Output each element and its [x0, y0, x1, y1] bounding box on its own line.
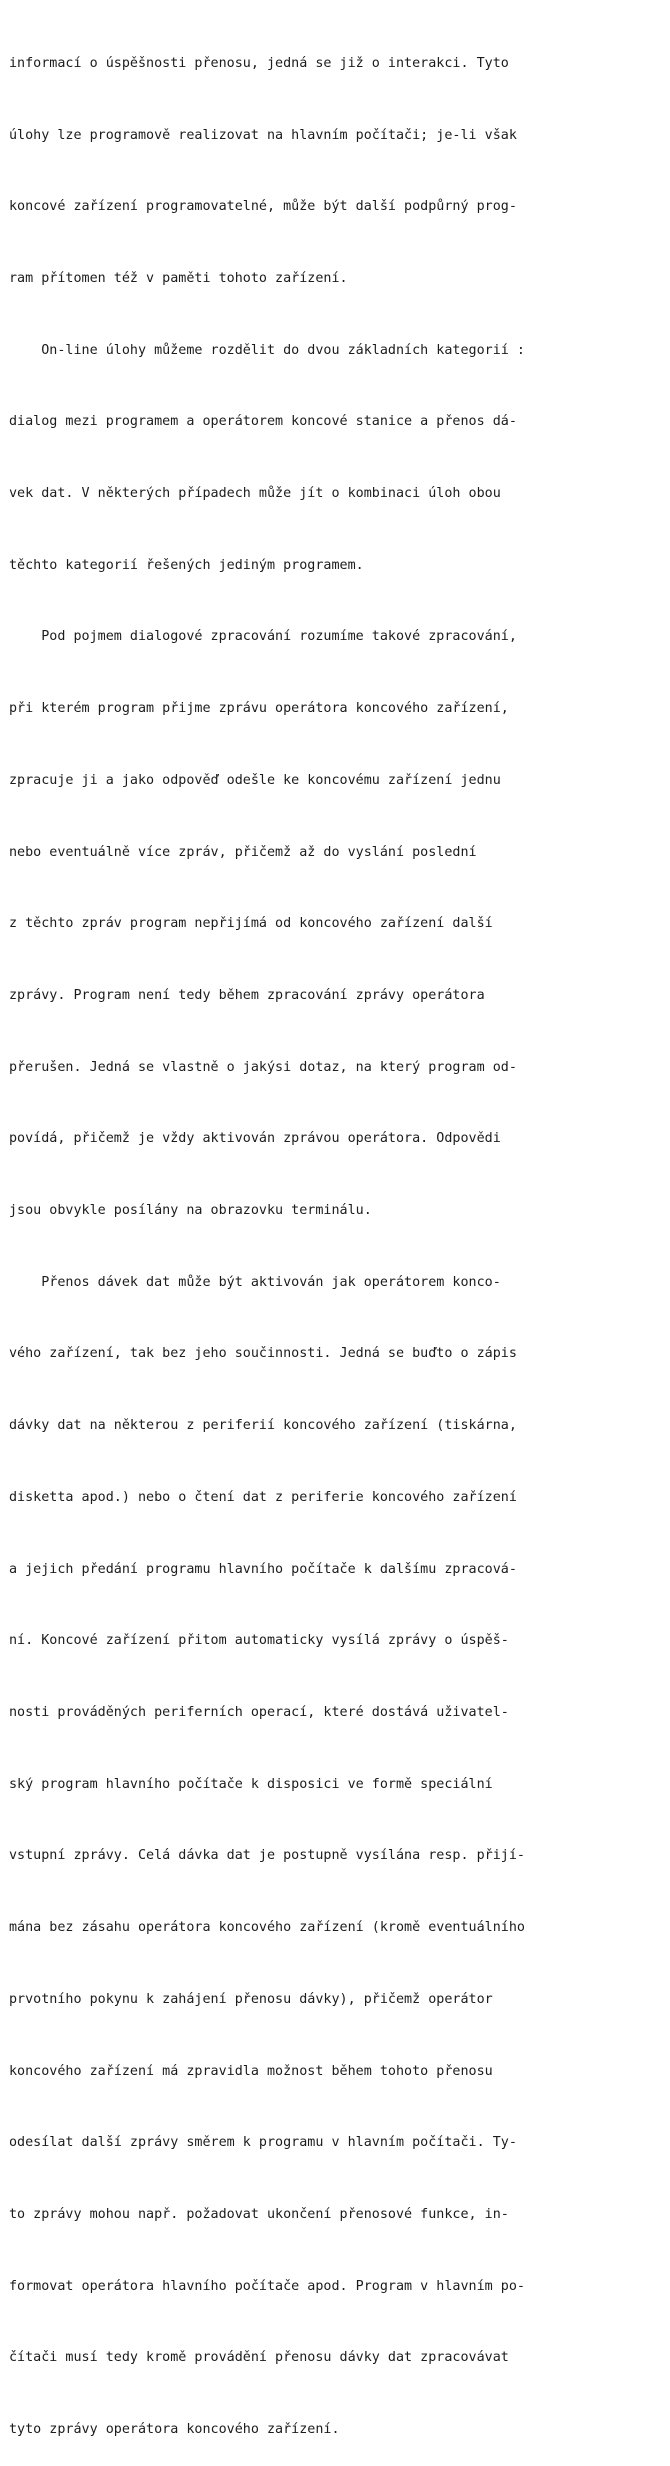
text-line-28: prvotního pokynu k zahájení přenosu dávky), přičemž operátor [9, 1991, 493, 2007]
text-line-26: vstupní zprávy. Celá dávka dat je postupně vysílána resp. přijí- [9, 1848, 525, 1864]
text-line-31: to zprávy mohou např. požadovat ukončení přenosové funkce, in- [9, 2206, 509, 2222]
text-line-23: ní. Koncové zařízení přitom automaticky vysílá zprávy o úspěš- [9, 1633, 509, 1649]
text-line-29: koncového zařízení má zpravidla možnost během tohoto přenosu [9, 2063, 493, 2079]
text-line-25: ský program hlavního počítače k disposici ve formě speciální [9, 1776, 493, 1792]
text-line-24: nosti prováděných periferních operací, které dostává uživatel- [9, 1704, 509, 1720]
text-line-11: zpracuje ji a jako odpověď odešle ke koncovému zařízení jednu [9, 772, 501, 788]
text-line-13: z těchto zpráv program nepřijímá od koncového zařízení další [9, 916, 493, 932]
text-line-32: formovat operátora hlavního počítače apod. Program v hlavním po- [9, 2278, 525, 2294]
text-line-16: povídá, přičemž je vždy aktivován zprávou operátora. Odpovědi [9, 1131, 501, 1147]
text-line-3: koncové zařízení programovatelné, může být další podpůrný prog- [9, 199, 517, 215]
text-line-18: Přenos dávek dat může být aktivován jak operátorem konco- [9, 1274, 501, 1290]
typewritten-page [9, 4, 664, 2466]
text-line-12: nebo eventuálně více zpráv, přičemž až do vyslání poslední [9, 844, 477, 860]
text-line-8: těchto kategorií řešených jediným programem. [9, 557, 364, 573]
text-line-33: čítači musí tedy kromě provádění přenosu dávky dat zpracovávat [9, 2350, 509, 2366]
text-line-1: informací o úspěšnosti přenosu, jedná se již o interakci. Tyto [9, 55, 509, 71]
text-line-7: vek dat. V některých případech může jít o kombinaci úloh obou [9, 486, 501, 502]
text-line-22: a jejich předání programu hlavního počítače k dalšímu zpracová- [9, 1561, 517, 1577]
text-line-6: dialog mezi programem a operátorem koncové stanice a přenos dá- [9, 414, 517, 430]
text-line-19: vého zařízení, tak bez jeho součinnosti. Jedná se buďto o zápis [9, 1346, 517, 1362]
text-line-9: Pod pojmem dialogové zpracování rozumíme takové zpracování, [9, 629, 517, 645]
text-line-20: dávky dat na některou z periferií koncového zařízení (tiskárna, [9, 1418, 517, 1434]
text-line-27: mána bez zásahu operátora koncového zařízení (kromě eventuálního [9, 1920, 525, 1936]
text-line-30: odesílat další zprávy směrem k programu v hlavním počítači. Ty- [9, 2135, 517, 2151]
text-line-10: při kterém program přijme zprávu operátora koncového zařízení, [9, 701, 509, 717]
text-line-17: jsou obvykle posílány na obrazovku terminálu. [9, 1203, 372, 1219]
text-line-15: přerušen. Jedná se vlastně o jakýsi dotaz, na který program od- [9, 1059, 517, 1075]
text-line-4: ram přítomen též v paměti tohoto zařízení. [9, 270, 348, 286]
text-line-21: disketta apod.) nebo o čtení dat z periferie koncového zařízení [9, 1489, 517, 1505]
text-line-34: tyto zprávy operátora koncového zařízení. [9, 2422, 340, 2438]
text-line-5: On-line úlohy můžeme rozdělit do dvou základních kategorií : [9, 342, 525, 358]
text-line-14: zprávy. Program není tedy během zpracování zprávy operátora [9, 987, 485, 1003]
text-line-2: úlohy lze programově realizovat na hlavním počítači; je-li však [9, 127, 517, 143]
